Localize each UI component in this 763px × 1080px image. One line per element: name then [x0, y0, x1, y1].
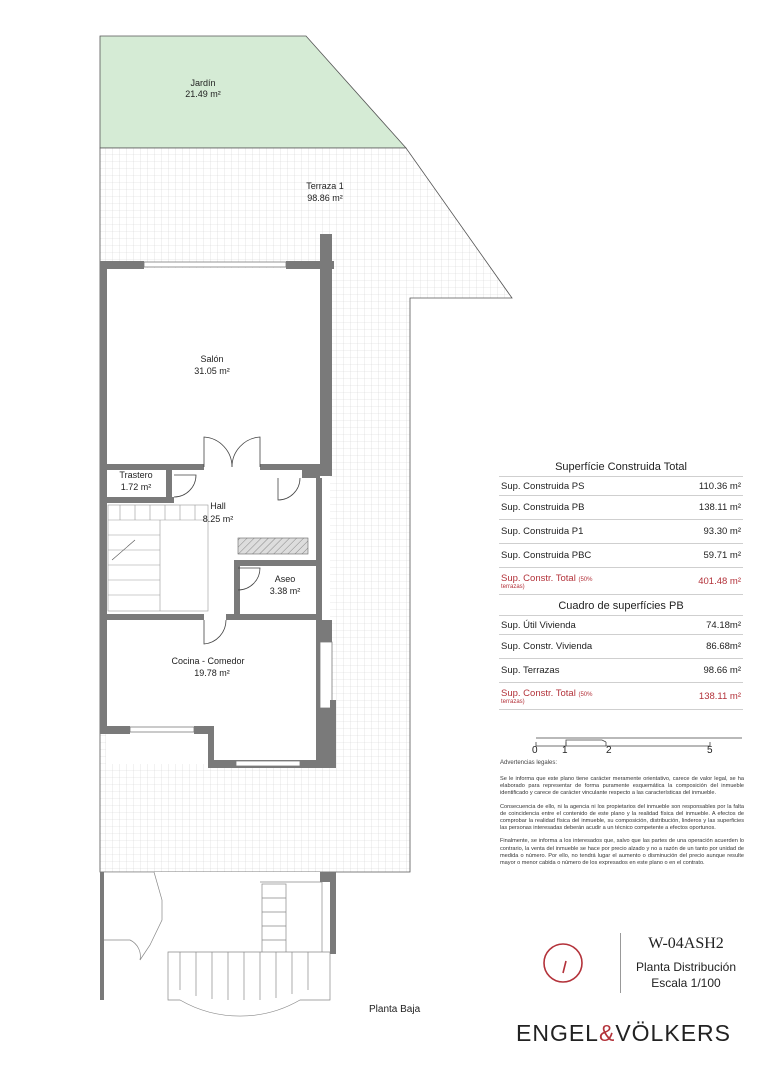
table-row	[499, 658, 743, 682]
total-note2: terrazas)	[501, 698, 525, 705]
row-value: 98.66 m²	[703, 665, 741, 676]
room-area-cocina: 19.78 m²	[194, 668, 230, 678]
row-label: Sup. Terrazas	[501, 665, 560, 676]
room-name-salon: Salón	[200, 354, 224, 364]
table-row	[499, 615, 743, 634]
table-row	[499, 495, 743, 519]
floor-name: Planta Baja	[369, 1004, 421, 1015]
total-table-title: Superfície Construida Total	[555, 461, 687, 473]
row-label: Sup. Construida PS	[501, 480, 585, 492]
interior-stairs	[108, 505, 208, 611]
room-name-hall: Hall	[210, 501, 226, 511]
room-area-jardin: 21.49 m²	[185, 89, 221, 99]
row-value: 138.11 m²	[698, 502, 741, 513]
plan-scale: Escala 1/100	[651, 976, 721, 990]
row-value: 110.36 m²	[698, 480, 741, 492]
row-label: Sup. Construida PBC	[501, 550, 592, 561]
room-area-aseo: 3.38 m²	[269, 586, 301, 596]
room-area-hall: 8.25 m²	[202, 514, 234, 524]
total-label-wrap	[501, 688, 592, 705]
table-total-row	[499, 682, 743, 710]
legal-notice	[500, 776, 744, 873]
scale-label: 2	[606, 745, 612, 756]
reference-code: W-04ASH2	[648, 935, 724, 952]
total-note2: terrazas)	[501, 583, 525, 590]
scale-label: 5	[707, 745, 713, 756]
exterior-stairs	[100, 872, 336, 1016]
total-table	[499, 476, 743, 595]
table-row	[499, 543, 743, 567]
row-label: Sup. Construida PB	[501, 502, 585, 513]
room-name-jardin: Jardín	[190, 78, 216, 88]
legal-paragraph: Consecuencia de ello, ni la agencia ni los propietarios del inmueble son responsables por la falta de coincidencia entre el contenido de este plano y la realidad física del inmueble. A efectos de comprobar la realidad física del inmueble, su composición, distribución, linderos y las superficies las personas interesadas deberán acudir a un técnico competente a efectos oportunos.	[500, 803, 744, 832]
row-value: 93.30 m²	[703, 526, 741, 537]
legal-heading: Advertencias legales:	[500, 760, 558, 766]
room-name-trastero: Trastero	[119, 470, 153, 480]
room-area-salon: 31.05 m²	[194, 366, 230, 376]
total-label-wrap	[501, 573, 592, 590]
row-value: 74.18m²	[706, 619, 741, 631]
legal-paragraph: Se le informa que este plano tiene carácter meramente orientativo, carece de valor legal, se ha elaborado para representar de forma puramente esquemática la composición del inmueble identificado y carece de carácter vinculante respecto a las características del inmueble.	[500, 776, 744, 797]
table-row	[499, 476, 743, 495]
row-label: Sup. Constr. Vivienda	[501, 641, 593, 652]
garden-area	[100, 36, 406, 148]
total-note: (50%	[578, 576, 593, 583]
brand-right: VÖLKERS	[615, 1020, 731, 1046]
total-value: 138.11 m²	[698, 690, 741, 702]
brand-emblem-icon	[541, 941, 585, 985]
brand-left: ENGEL	[516, 1020, 599, 1046]
pb-table	[499, 615, 743, 710]
row-value: 86.68m²	[706, 641, 741, 652]
total-note: (50%	[578, 691, 593, 698]
table-row	[499, 634, 743, 658]
row-value: 59.71 m²	[703, 550, 741, 561]
scale-label: 0	[532, 745, 538, 756]
legal-paragraph: Finalmente, se informa a los interesados que, salvo que las partes de una operación acuerden lo contrario, la venta del inmueble se hace por precio alzado y no a razón de un tanto por unidad de medida o número. Por ello, no tendrá lugar el aumento o disminución del precio aunque resulte mayor o menor cabida o número de los expresados en este plano o en el contrato.	[500, 838, 744, 867]
table-row	[499, 519, 743, 543]
room-name-aseo: Aseo	[274, 574, 296, 584]
room-name-cocina: Cocina - Comedor	[171, 656, 245, 666]
room-name-terraza: Terraza 1	[306, 181, 344, 191]
brand-ampersand: &	[598, 1020, 616, 1046]
total-label: Sup. Constr. Total	[501, 572, 576, 584]
pb-table-title: Cuadro de superfícies PB	[558, 600, 684, 612]
row-label: Sup. Construida P1	[501, 526, 584, 537]
plan-title: Planta Distribución	[635, 960, 737, 974]
room-area-terraza: 98.86 m²	[307, 193, 343, 203]
scale-label: 1	[562, 745, 568, 756]
total-label: Sup. Constr. Total	[501, 687, 576, 699]
surfaces-panel	[499, 458, 743, 710]
row-label: Sup. Útil Vivienda	[501, 619, 576, 631]
table-total-row	[499, 567, 743, 595]
room-area-trastero: 1.72 m²	[120, 482, 152, 492]
hatched-column	[238, 538, 308, 554]
footer-divider	[620, 933, 621, 993]
brand-logo	[516, 1020, 731, 1047]
total-value: 401.48 m²	[698, 575, 741, 587]
